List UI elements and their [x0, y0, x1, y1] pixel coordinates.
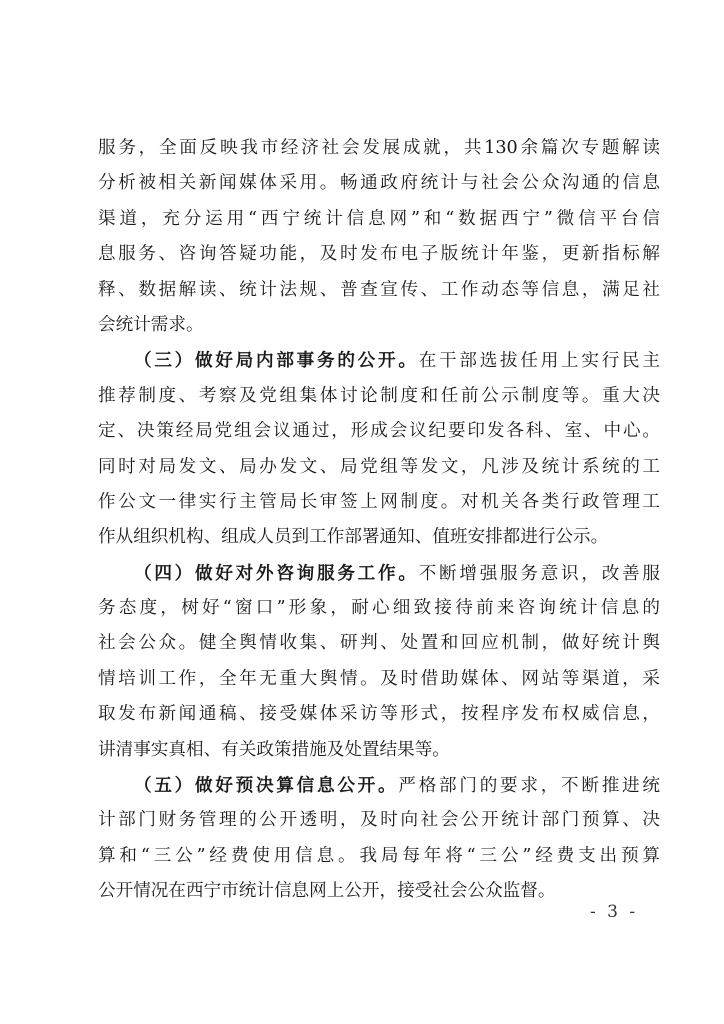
paragraph-consulting-services	[98, 556, 660, 768]
text-line: 分析被相关新闻媒体采用。畅通政府统计与社会公众沟通的信息	[98, 173, 660, 194]
text-line: 作公文一律实行主管局长审签上网制度。对机关各类行政管理工	[98, 491, 660, 512]
text-line: 渠道，充分运用“西宁统计信息网”和“数据西宁”微信平台信	[98, 208, 660, 229]
text-line: 务态度，树好“窗口”形象，耐心细致接待前来咨询统计信息的	[98, 598, 660, 619]
paragraph-budget-disclosure	[98, 768, 660, 910]
text-line: 推荐制度、考察及党组集体讨论制度和任前公示制度等。重大决	[98, 385, 660, 406]
text-line: 社会公众。健全舆情收集、研判、处置和回应机制，做好统计舆	[98, 633, 660, 654]
text-line: 定、决策经局党组会议通过，形成会议纪要印发各科、室、中心。	[98, 421, 660, 442]
text-line: 服务，全面反映我市经济社会发展成就，共130余篇次专题解读	[98, 138, 660, 158]
text-line: 会统计需求。	[98, 314, 204, 335]
page-number: - 3 -	[590, 902, 639, 922]
text-line: 算和“三公”经费使用信息。我局每年将“三公”经费支出预算	[98, 845, 660, 866]
section-heading-continuation: 不断增强服务意识，改善服	[418, 563, 660, 584]
section-heading: （五）做好预决算信息公开。	[134, 775, 399, 797]
document-body	[98, 131, 660, 910]
paragraph-internal-affairs	[98, 343, 660, 555]
text-line: 公开情况在西宁市统计信息网上公开，接受社会公众监督。	[98, 881, 556, 902]
text-line: 情培训工作，全年无重大舆情。及时借助媒体、网站等渠道，采	[98, 668, 660, 689]
text-line	[98, 768, 660, 803]
text-line: 讲清事实真相、有关政策措施及处置结果等。	[98, 739, 450, 760]
text-line: 同时对局发文、局办发文、局党组等发文，凡涉及统计系统的工	[98, 456, 660, 477]
paragraph-publicity-services	[98, 131, 660, 343]
section-heading-continuation: 在干部选拔任用上实行民主	[418, 351, 660, 372]
text-line: 计部门财务管理的公开透明，及时向社会公开统计部门预算、决	[98, 810, 660, 831]
text-line: 释、数据解读、统计法规、普查宣传、工作动态等信息，满足社	[98, 279, 660, 300]
section-heading: （四）做好对外咨询服务工作。	[134, 562, 419, 584]
text-line: 作从组织机构、组成人员到工作部署通知、值班安排都进行公示。	[98, 527, 609, 548]
text-line: 息服务、咨询答疑功能，及时发布电子版统计年鉴，更新指标解	[98, 244, 660, 265]
section-heading-continuation: 严格部门的要求，不断推进统	[398, 776, 660, 797]
text-line	[98, 343, 660, 378]
text-line	[98, 556, 660, 591]
section-heading: （三）做好局内部事务的公开。	[134, 350, 419, 372]
text-line: 取发布新闻通稿、接受媒体采访等形式，按程序发布权威信息，	[98, 704, 660, 725]
